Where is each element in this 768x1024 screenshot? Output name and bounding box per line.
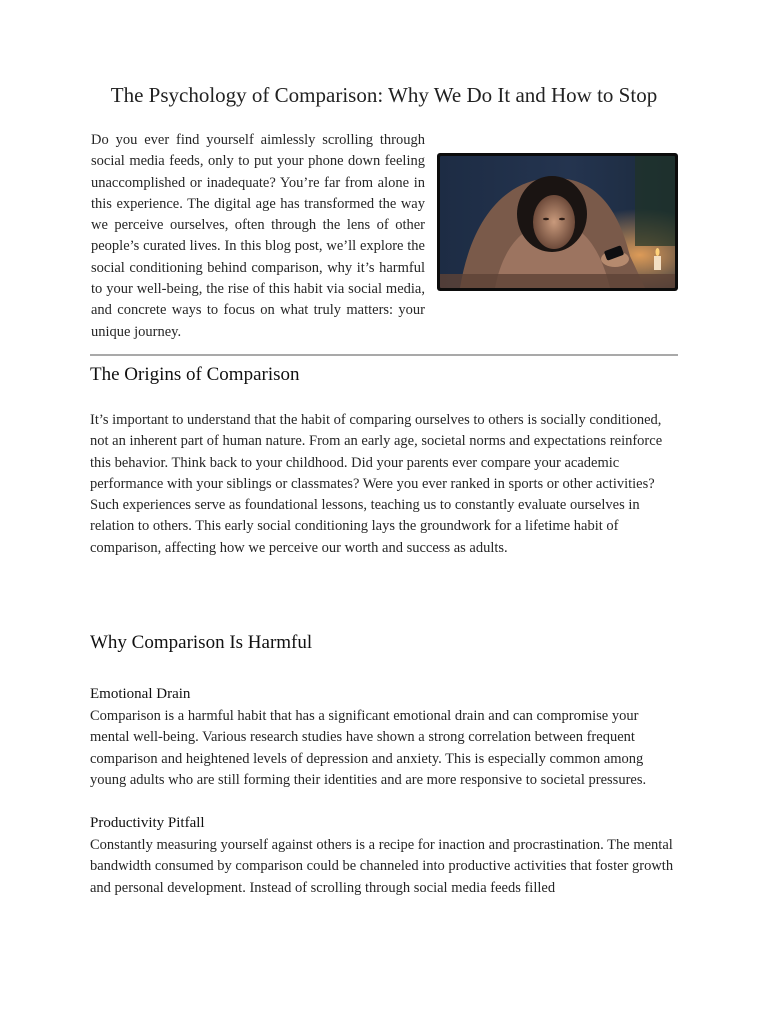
- emotional-drain-paragraph: Comparison is a harmful habit that has a significant emotional drain and can compromise your mental well-being. Various research studies have shown a strong correlation between frequent comparison and heightened levels of depression and anxiety. This is especially common among young adults who are still forming their identities and are more responsive to societal pressures.: [90, 708, 647, 788]
- origins-paragraph: It’s important to understand that the habit of comparing ourselves to others is socially conditioned, not an inherent part of human nature. From an early age, societal norms and expectations reinforce this behavior. Think back to your childhood. Did your parents ever compare your academic performance with your siblings or classmates? Were you ever ranked in sports or other activities? Such experiences serve as foundational lessons, teaching us to constantly evaluate ourselves in relation to others. This early social conditioning lays the groundwork for a lifetime habit of comparison, affecting how we perceive our worth and success as adults.: [90, 412, 663, 556]
- intro-paragraph: Do you ever find yourself aimlessly scrolling through social media feeds, only to put your phone down feeling unaccomplished or inadequate? You’re far from alone in this experience. The digital age has transformed the way we perceive ourselves, often through the lens of other people’s curated lives. In this blog post, we’ll explore the social conditioning behind comparison, why it’s harmful to your well-being, the rise of this habit via social media, and concrete ways to focus on what truly matters: your unique journey.: [91, 132, 425, 340]
- woman-with-phone-illustration: [440, 156, 675, 288]
- section-heading-origins: The Origins of Comparison: [90, 364, 300, 385]
- subheading-emotional-drain: Emotional Drain: [90, 686, 191, 702]
- article-photo: [437, 153, 678, 291]
- page-title: The Psychology of Comparison: Why We Do It and How to Stop: [110, 83, 658, 107]
- section-divider: [90, 354, 678, 356]
- section-heading-harmful: Why Comparison Is Harmful: [90, 632, 313, 653]
- productivity-pitfall-paragraph: Constantly measuring yourself against others is a recipe for inaction and procrastination. The mental bandwidth consumed by comparison could be channeled into productive activities that foster growth and personal development. Instead of scrolling through social media feeds filled: [90, 837, 674, 896]
- subheading-productivity-pitfall: Productivity Pitfall: [90, 815, 205, 831]
